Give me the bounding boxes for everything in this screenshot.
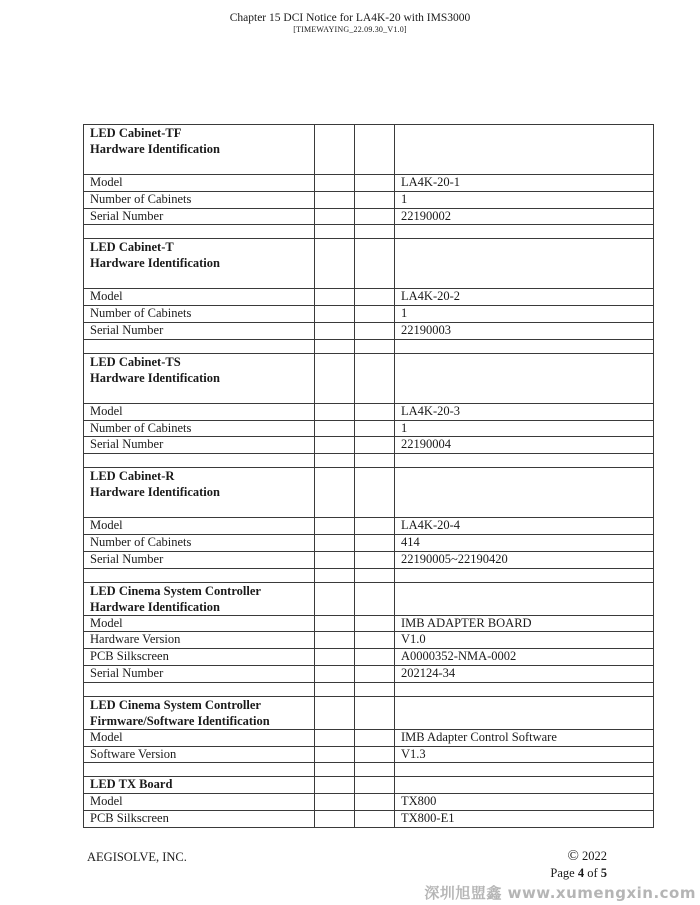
company-name: AEGISOLVE, INC. (87, 850, 187, 864)
empty-cell (315, 403, 355, 420)
page-current: 4 (577, 866, 585, 880)
empty-cell (395, 339, 654, 353)
row-value: 414 (395, 534, 654, 551)
section-title (84, 582, 315, 615)
section-title-line: Hardware Identification (90, 485, 220, 500)
table-row (84, 518, 654, 535)
empty-cell (315, 239, 355, 289)
row-label: Software Version (84, 746, 315, 763)
table-row (84, 746, 654, 763)
section-title (84, 125, 315, 175)
table-row (84, 551, 654, 568)
table-row (84, 615, 654, 632)
row-label: Serial Number (84, 208, 315, 225)
row-value: 1 (395, 420, 654, 437)
copyright-line (550, 848, 607, 865)
row-label: Model (84, 289, 315, 306)
copyright-icon: © (567, 848, 579, 864)
table-row (84, 437, 654, 454)
row-value: 1 (395, 306, 654, 323)
empty-cell (355, 454, 395, 468)
empty-cell (315, 682, 355, 696)
section-title-line: LED Cabinet-T (90, 240, 174, 255)
empty-cell (84, 682, 315, 696)
table-row (84, 289, 654, 306)
empty-cell (395, 582, 654, 615)
empty-cell (84, 225, 315, 239)
table-row (84, 665, 654, 682)
section-title-row (84, 777, 654, 794)
row-value: LA4K-20-4 (395, 518, 654, 535)
row-value: 1 (395, 191, 654, 208)
section-title-line: Firmware/Software Identification (90, 713, 270, 728)
empty-cell (355, 191, 395, 208)
page-of-label: of (587, 866, 598, 880)
empty-cell (315, 468, 355, 518)
empty-cell (315, 339, 355, 353)
table-row (84, 794, 654, 811)
spacer-row (84, 763, 654, 777)
empty-cell (395, 239, 654, 289)
section-title (84, 777, 315, 794)
row-label: Number of Cabinets (84, 306, 315, 323)
empty-cell (315, 551, 355, 568)
section-title-row (84, 468, 654, 518)
empty-cell (315, 582, 355, 615)
row-label: Number of Cabinets (84, 534, 315, 551)
page-footer (550, 848, 607, 882)
empty-cell (355, 125, 395, 175)
empty-cell (355, 225, 395, 239)
empty-cell (315, 632, 355, 649)
empty-cell (355, 696, 395, 729)
empty-cell (395, 763, 654, 777)
empty-cell (355, 665, 395, 682)
row-label: PCB Silkscreen (84, 810, 315, 827)
table-row (84, 534, 654, 551)
document-title: Chapter 15 DCI Notice for LA4K-20 with IMS3000 (229, 12, 471, 24)
page-header (0, 12, 700, 34)
empty-cell (315, 175, 355, 192)
row-label: Model (84, 175, 315, 192)
empty-cell (315, 322, 355, 339)
row-label: PCB Silkscreen (84, 649, 315, 666)
empty-cell (355, 175, 395, 192)
row-label: Hardware Version (84, 632, 315, 649)
row-value: A0000352-NMA-0002 (395, 649, 654, 666)
empty-cell (355, 582, 395, 615)
section-title-row (84, 239, 654, 289)
row-label: Model (84, 615, 315, 632)
table-row (84, 729, 654, 746)
empty-cell (355, 437, 395, 454)
table-row (84, 403, 654, 420)
empty-cell (395, 568, 654, 582)
empty-cell (355, 729, 395, 746)
empty-cell (355, 794, 395, 811)
empty-cell (355, 403, 395, 420)
row-label: Number of Cabinets (84, 420, 315, 437)
empty-cell (355, 632, 395, 649)
section-title-row (84, 125, 654, 175)
table-row (84, 649, 654, 666)
section-title (84, 353, 315, 403)
section-title-row (84, 696, 654, 729)
row-value: LA4K-20-2 (395, 289, 654, 306)
empty-cell (315, 518, 355, 535)
identification-table (83, 124, 654, 828)
row-label: Serial Number (84, 322, 315, 339)
empty-cell (315, 568, 355, 582)
empty-cell (355, 810, 395, 827)
row-value: V1.3 (395, 746, 654, 763)
section-title (84, 696, 315, 729)
empty-cell (315, 289, 355, 306)
empty-cell (315, 454, 355, 468)
table-row (84, 191, 654, 208)
empty-cell (355, 468, 395, 518)
watermark: 深圳旭盟鑫 www.xumengxin.com (424, 884, 696, 902)
section-title-line: Hardware Identification (90, 142, 220, 156)
empty-cell (355, 353, 395, 403)
row-value: TX800 (395, 794, 654, 811)
empty-cell (315, 794, 355, 811)
document-version: [TIMEWAYING_22.09.30_V1.0] (293, 25, 407, 35)
empty-cell (315, 729, 355, 746)
table-row (84, 810, 654, 827)
empty-cell (355, 746, 395, 763)
empty-cell (395, 125, 654, 175)
section-title (84, 239, 315, 289)
empty-cell (355, 239, 395, 289)
row-label: Model (84, 518, 315, 535)
row-value: 22190003 (395, 322, 654, 339)
empty-cell (315, 225, 355, 239)
empty-cell (315, 665, 355, 682)
spacer-row (84, 682, 654, 696)
empty-cell (355, 518, 395, 535)
row-label: Model (84, 794, 315, 811)
row-value: V1.0 (395, 632, 654, 649)
table-row (84, 175, 654, 192)
section-title-line: Hardware Identification (90, 256, 220, 271)
section-title-row (84, 353, 654, 403)
table-row (84, 322, 654, 339)
empty-cell (355, 289, 395, 306)
empty-cell (355, 306, 395, 323)
section-title-row (84, 582, 654, 615)
section-title-line: LED Cinema System Controller (90, 583, 261, 598)
empty-cell (315, 353, 355, 403)
empty-cell (315, 420, 355, 437)
row-label: Model (84, 403, 315, 420)
empty-cell (395, 682, 654, 696)
table-row (84, 306, 654, 323)
row-label: Model (84, 729, 315, 746)
empty-cell (355, 568, 395, 582)
spacer-row (84, 225, 654, 239)
row-value: 22190005~22190420 (395, 551, 654, 568)
empty-cell (395, 353, 654, 403)
row-value: 22190004 (395, 437, 654, 454)
empty-cell (84, 454, 315, 468)
empty-cell (315, 777, 355, 794)
spacer-row (84, 568, 654, 582)
empty-cell (395, 225, 654, 239)
empty-cell (355, 615, 395, 632)
empty-cell (315, 125, 355, 175)
empty-cell (355, 551, 395, 568)
empty-cell (355, 420, 395, 437)
section-title-line: LED Cabinet-TS (90, 354, 181, 369)
copyright-year: 2022 (582, 849, 607, 863)
empty-cell (355, 534, 395, 551)
empty-cell (355, 763, 395, 777)
row-label: Serial Number (84, 551, 315, 568)
empty-cell (355, 322, 395, 339)
section-title (84, 468, 315, 518)
row-value: TX800-E1 (395, 810, 654, 827)
empty-cell (315, 191, 355, 208)
empty-cell (315, 534, 355, 551)
empty-cell (315, 615, 355, 632)
section-title-line: Hardware Identification (90, 370, 220, 385)
row-label: Number of Cabinets (84, 191, 315, 208)
row-value: IMB Adapter Control Software (395, 729, 654, 746)
empty-cell (315, 696, 355, 729)
empty-cell (315, 208, 355, 225)
empty-cell (355, 649, 395, 666)
table-row (84, 632, 654, 649)
empty-cell (315, 746, 355, 763)
empty-cell (355, 682, 395, 696)
page-total: 5 (600, 866, 607, 880)
empty-cell (355, 777, 395, 794)
empty-cell (315, 810, 355, 827)
empty-cell (315, 437, 355, 454)
row-value: IMB ADAPTER BOARD (395, 615, 654, 632)
empty-cell (84, 568, 315, 582)
spacer-row (84, 454, 654, 468)
section-title-line: LED Cabinet-TF (90, 126, 182, 140)
section-title-line: Hardware Identification (90, 599, 220, 614)
empty-cell (315, 763, 355, 777)
empty-cell (355, 339, 395, 353)
empty-cell (84, 339, 315, 353)
row-label: Serial Number (84, 437, 315, 454)
empty-cell (355, 208, 395, 225)
empty-cell (395, 696, 654, 729)
row-value: LA4K-20-3 (395, 403, 654, 420)
spacer-row (84, 339, 654, 353)
empty-cell (395, 777, 654, 794)
page-number (550, 865, 607, 882)
empty-cell (315, 649, 355, 666)
row-label: Serial Number (84, 665, 315, 682)
table-row (84, 420, 654, 437)
empty-cell (84, 763, 315, 777)
page-label: Page (550, 866, 575, 880)
empty-cell (315, 306, 355, 323)
row-value: LA4K-20-1 (395, 175, 654, 192)
table-row (84, 208, 654, 225)
empty-cell (395, 454, 654, 468)
empty-cell (395, 468, 654, 518)
section-title-line: LED Cinema System Controller (90, 697, 261, 712)
section-title-line: LED Cabinet-R (90, 469, 175, 484)
row-value: 22190002 (395, 208, 654, 225)
section-title-line: LED TX Board (90, 777, 173, 792)
row-value: 202124-34 (395, 665, 654, 682)
